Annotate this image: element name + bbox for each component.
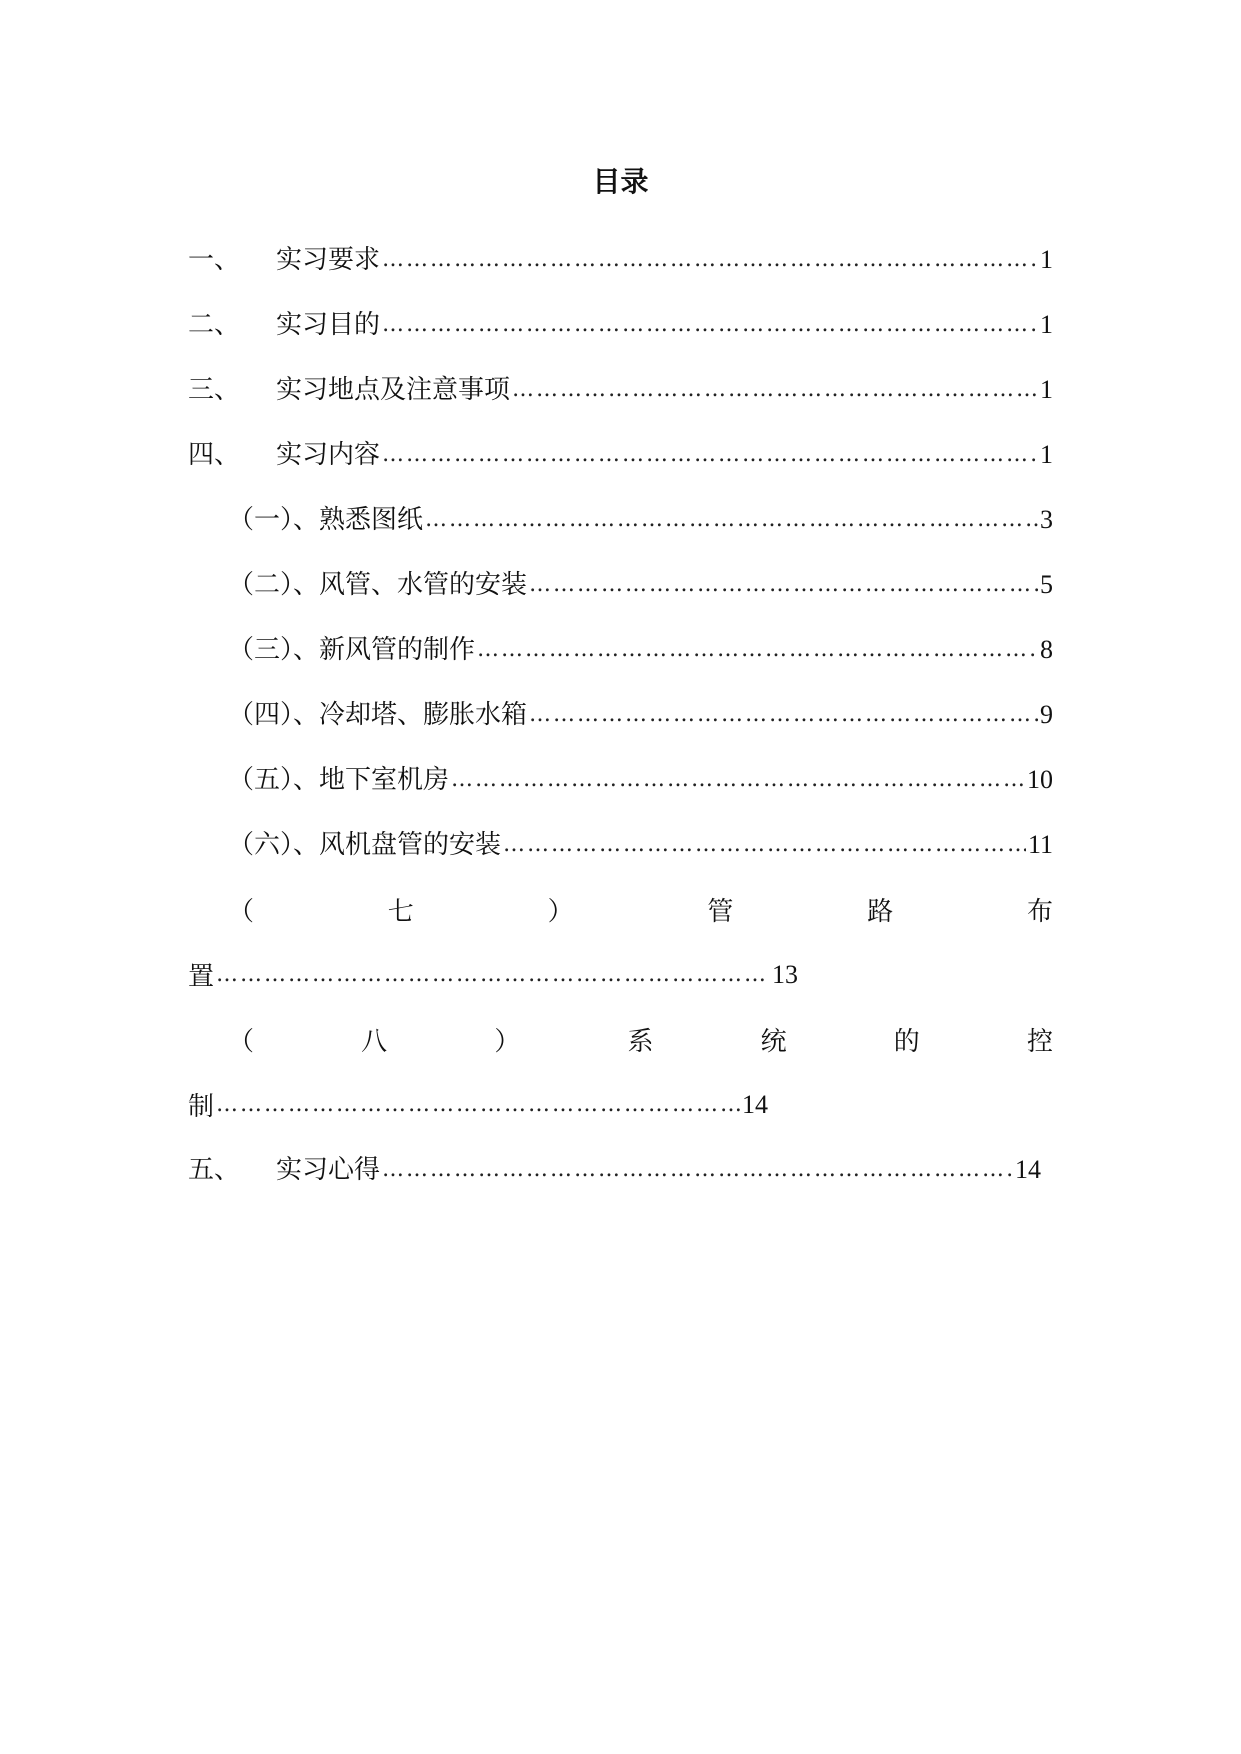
toc-subentry[interactable]: [188, 812, 1053, 877]
toc-subentry-label: （三）、新风管的制作: [228, 634, 476, 665]
toc-entry[interactable]: [188, 292, 1053, 357]
toc-subentry-label: （五）、地下室机房: [228, 764, 450, 795]
toc-entry-number: 五、: [188, 1154, 241, 1185]
toc-subentry-continuation[interactable]: [188, 1072, 768, 1137]
toc-subentry-page: 11: [1027, 829, 1053, 859]
toc-subentry-char: 统: [760, 1027, 787, 1057]
toc-entry-label: 实习目的: [276, 309, 381, 340]
dot-leader: [451, 762, 1025, 798]
toc-subentry[interactable]: [188, 682, 1053, 747]
dot-leader: [382, 437, 1038, 473]
toc-subentry-page: 10: [1027, 764, 1053, 794]
dot-leader: [216, 962, 770, 987]
toc-subentry-justified-line[interactable]: [188, 1007, 1053, 1072]
toc-subentry-label: （四）、冷却塔、膨胀水箱: [228, 699, 528, 730]
toc-subentry[interactable]: [188, 552, 1053, 617]
toc-subentry-page: 13: [772, 959, 798, 989]
toc-subentry-continuation-label: 制: [188, 1092, 215, 1122]
toc-entry-number: 四、: [188, 439, 241, 470]
toc-subentry-page: 9: [1040, 699, 1053, 729]
toc-subentry[interactable]: [188, 617, 1053, 682]
toc-entry-page: 1: [1040, 244, 1053, 274]
toc-subentry-page: 5: [1040, 569, 1053, 599]
toc-subentry-page: 14: [742, 1089, 768, 1119]
toc-entry-label: 实习要求: [276, 244, 381, 275]
toc-entry-label: 实习内容: [276, 439, 381, 470]
dot-leader: [503, 827, 1026, 863]
toc-subentry-page: 8: [1040, 634, 1053, 664]
toc-subentry-continuation[interactable]: [188, 942, 798, 1007]
toc-subentry-char: 七: [387, 897, 414, 927]
toc-subentry-char: 布: [1026, 897, 1053, 927]
toc-entry-page: 1: [1040, 309, 1053, 339]
toc-subentry-char: ）: [494, 1027, 521, 1057]
toc-entry-page: 1: [1040, 439, 1053, 469]
dot-leader: [382, 1152, 1013, 1188]
toc-subentry-char: 系: [627, 1027, 654, 1057]
dot-leader: [425, 502, 1038, 538]
toc-entry-page: 14: [1015, 1154, 1041, 1184]
toc-subentry-char: 管: [707, 897, 734, 927]
toc-subentry-page: 3: [1040, 504, 1053, 534]
toc-title: 目录: [592, 165, 649, 198]
dot-leader: [529, 567, 1038, 603]
toc-entry-number: 一、: [188, 244, 241, 275]
table-of-contents: [188, 227, 1053, 1202]
toc-subentry-char: ）: [547, 897, 574, 927]
toc-subentry[interactable]: [188, 747, 1053, 812]
toc-subentry-label: （一）、熟悉图纸: [228, 504, 424, 535]
dot-leader: [382, 307, 1038, 343]
toc-entry[interactable]: [188, 227, 1053, 292]
toc-subentry-char: 的: [893, 1027, 920, 1057]
dot-leader: [382, 242, 1038, 278]
toc-entry[interactable]: [188, 422, 1053, 487]
dot-leader: [529, 697, 1038, 733]
toc-subentry-continuation-label: 置: [188, 962, 215, 992]
dot-leader: [216, 1092, 740, 1117]
toc-entry-number: 三、: [188, 374, 241, 405]
toc-subentry-justified-line[interactable]: [188, 877, 1053, 942]
toc-entry-page: 1: [1040, 374, 1053, 404]
toc-subentry-char: （: [228, 1027, 255, 1057]
toc-subentry-char: （: [228, 897, 255, 927]
toc-subentry-char: 控: [1026, 1027, 1053, 1057]
toc-subentry-char: 路: [867, 897, 894, 927]
toc-entry-label: 实习心得: [276, 1154, 381, 1185]
dot-leader: [477, 632, 1038, 668]
toc-subentry[interactable]: [188, 487, 1053, 552]
toc-entry[interactable]: [188, 357, 1053, 422]
dot-leader: [512, 372, 1038, 408]
toc-subentry-label: （六）、风机盘管的安装: [228, 829, 502, 860]
toc-subentry-char: 八: [361, 1027, 388, 1057]
toc-entry-label: 实习地点及注意事项: [276, 374, 511, 405]
toc-subentry-label: （二）、风管、水管的安装: [228, 569, 528, 600]
toc-entry-number: 二、: [188, 309, 241, 340]
toc-entry[interactable]: [188, 1137, 1041, 1202]
